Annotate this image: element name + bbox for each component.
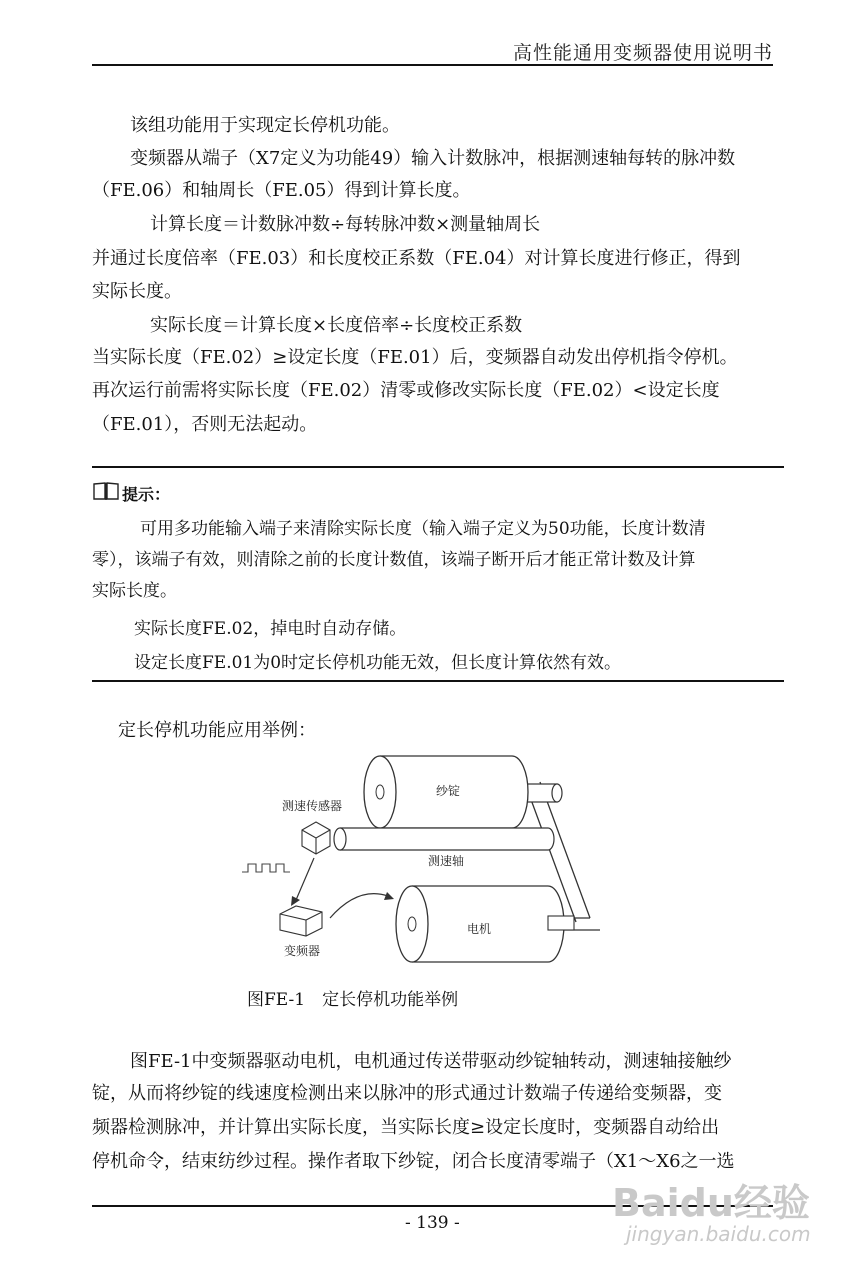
formula-actual-length: 实际长度＝计算长度×长度倍率÷长度校正系数 xyxy=(150,315,523,336)
figure-caption: 图FE-1 定长停机功能举例 xyxy=(247,990,459,1010)
length-stop-diagram xyxy=(230,740,610,970)
speed-sensor-label: 测速传感器 xyxy=(282,799,343,813)
speed-sensor xyxy=(302,822,330,854)
motor-label: 电机 xyxy=(467,922,492,936)
page-number: - 139 - xyxy=(405,1213,460,1233)
paragraph-line: 并通过长度倍率（FE.03）和长度校正系数（FE.04）对计算长度进行修正，得到 xyxy=(92,248,741,269)
formula-calculated-length: 计算长度＝计数脉冲数÷每转脉冲数×测量轴周长 xyxy=(150,214,541,235)
baidu-watermark: Baidu经验 xyxy=(612,1181,810,1225)
running-header: 高性能通用变频器使用说明书 xyxy=(512,42,773,64)
book-icon xyxy=(92,481,120,501)
inverter-box xyxy=(280,906,322,936)
example-heading: 定长停机功能应用举例： xyxy=(118,720,316,741)
pulse-signal-icon xyxy=(242,864,290,872)
inverter-label: 变频器 xyxy=(284,944,321,958)
paragraph-line: 变频器从端子（X7定义为功能49）输入计数脉冲，根据测速轴每转的脉冲数 xyxy=(130,148,736,169)
paragraph-line: 图FE-1中变频器驱动电机，电机通过传送带驱动纱锭轴转动，测速轴接触纱 xyxy=(130,1051,732,1072)
header-rule xyxy=(92,64,773,66)
measuring-shaft xyxy=(334,828,346,850)
tip-label: 提示： xyxy=(122,485,171,504)
paragraph-line: 再次运行前需将实际长度（FE.02）清零或修改实际长度（FE.02）<设定长度 xyxy=(92,380,720,401)
watermark-url: jingyan.baidu.com xyxy=(626,1222,811,1246)
spindle-label: 纱锭 xyxy=(436,784,461,798)
tip-top-rule xyxy=(92,466,784,468)
paragraph-line: （FE.06）和轴周长（FE.05）得到计算长度。 xyxy=(92,180,471,201)
tip-line: 零），该端子有效，则清除之前的长度计数值，该端子断开后才能正常计数及计算 xyxy=(92,550,696,570)
paragraph-line: 当实际长度（FE.02）≥设定长度（FE.01）后，变频器自动发出停机指令停机。 xyxy=(92,347,738,368)
paragraph-line: 该组功能用于实现定长停机功能。 xyxy=(130,115,400,136)
tip-line: 可用多功能输入端子来清除实际长度（输入端子定义为50功能，长度计数清 xyxy=(140,519,706,539)
tip-line: 实际长度。 xyxy=(92,581,177,601)
tip-bottom-rule xyxy=(92,680,784,682)
paragraph-line: 停机命令，结束纺纱过程。操作者取下纱锭，闭合长度清零端子（X1～X6之一选 xyxy=(92,1151,735,1172)
tip-line: 实际长度FE.02，掉电时自动存储。 xyxy=(134,619,407,639)
paragraph-line: （FE.01），否则无法起动。 xyxy=(92,414,318,435)
tip-line: 设定长度FE.01为0时定长停机功能无效，但长度计算依然有效。 xyxy=(134,653,622,673)
paragraph-line: 锭，从而将纱锭的线速度检测出来以脉冲的形式通过计数端子传递给变频器，变 xyxy=(92,1083,722,1104)
paragraph-line: 实际长度。 xyxy=(92,281,182,302)
measuring-shaft-label: 测速轴 xyxy=(428,854,465,868)
paragraph-line: 频器检测脉冲，并计算出实际长度，当实际长度≥设定长度时，变频器自动给出 xyxy=(92,1117,720,1138)
